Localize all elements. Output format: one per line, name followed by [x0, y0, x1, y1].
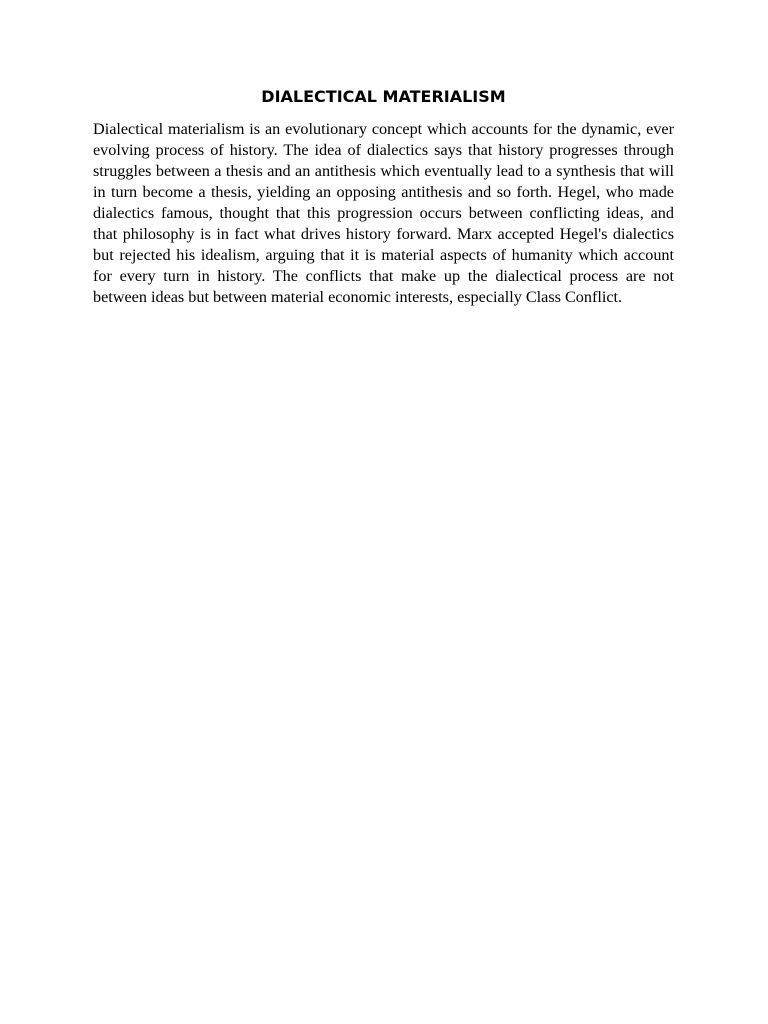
- document-title: DIALECTICAL MATERIALISM: [261, 87, 506, 106]
- body-paragraph: Dialectical materialism is an evolutionary concept which accounts for the dynamic, ever evolving process of history. The idea of dialectics says that history progresses through struggles between a thesis and an antithesis which eventually lead to a synthesis that will in turn become a thesis, yielding an opposing antithesis and so forth. Hegel, who made dialectics famous, thought that this progression occurs between conflicting ideas, and that philosophy is in fact what drives history forward. Marx accepted Hegel's dialectics but rejected his idealism, arguing that it is material aspects of humanity which account for every turn in history. The conflicts that make up the dialectical process are not between ideas but between material economic interests, especially Class Conflict.: [93, 120, 674, 306]
